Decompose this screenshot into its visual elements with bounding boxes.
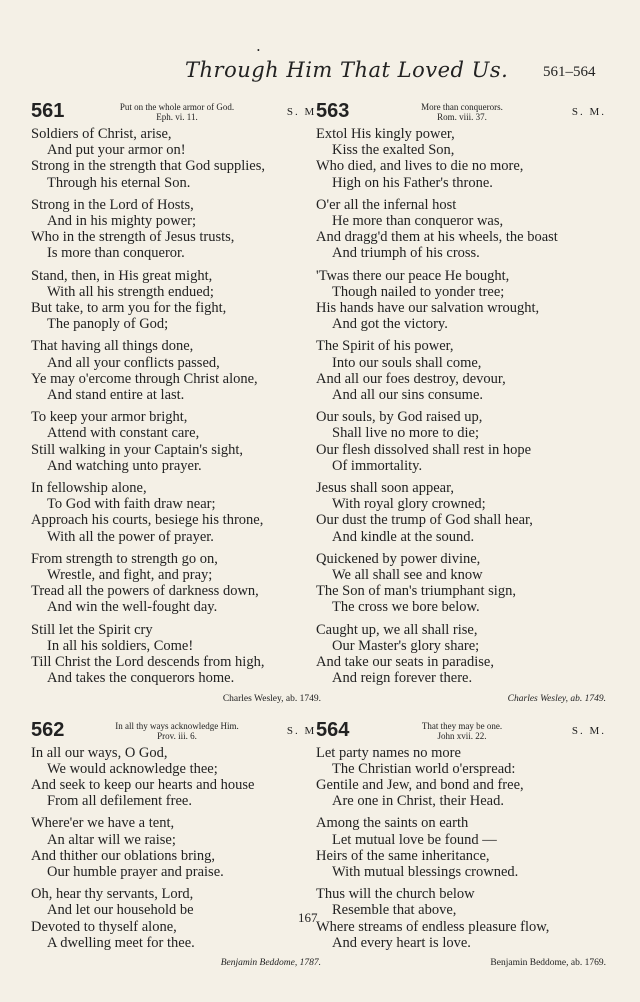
hymn-range: 561–564 xyxy=(543,64,596,80)
hymn-line: But take, to arm you for the fight, xyxy=(31,300,227,317)
hymn-line: Kiss the exalted Son, xyxy=(332,142,455,159)
hymn-line: O'er all the infernal host xyxy=(316,196,457,213)
hymn-line: Thus will the church below xyxy=(316,886,475,903)
hymn-line: 'Twas there our peace He bought, xyxy=(316,267,510,284)
hymn-line: The panoply of God; xyxy=(47,316,169,333)
hymn-scripture-ref: Eph. vi. 11. xyxy=(156,112,198,122)
hymn-number: 563 xyxy=(316,100,350,122)
hymn-line: And thither our oblations bring, xyxy=(31,847,216,864)
hymn-line: And all our sins consume. xyxy=(332,387,484,404)
stanza xyxy=(316,622,606,687)
hymn-line: Caught up, we all shall rise, xyxy=(316,621,478,638)
stanza xyxy=(316,886,606,951)
hymn-line: Are one in Christ, their Head. xyxy=(332,793,504,810)
hymn-line: To God with faith draw near; xyxy=(47,496,216,513)
hymn-line: With mutual blessings crowned. xyxy=(332,863,519,880)
hymn-line: Strong in the Lord of Hosts, xyxy=(31,196,194,213)
hymn-line: Into our souls shall come, xyxy=(332,354,482,371)
hymn-line: Through his eternal Son. xyxy=(47,174,191,191)
hymn-text-title: That they may be one. xyxy=(421,720,503,731)
hymn-line: From strength to strength go on, xyxy=(31,550,218,567)
hymn-line: Gentile and Jew, and bond and free, xyxy=(316,776,524,793)
hymn-meter: S. M. xyxy=(286,106,321,118)
hymn-scripture-ref: Rom. viii. 37. xyxy=(437,112,487,122)
hymn-line: A dwelling meet for thee. xyxy=(47,934,195,951)
hymn-line: The Christian world o'erspread: xyxy=(332,760,516,777)
hymn-line: Resemble that above, xyxy=(332,902,457,919)
hymn-line: That having all things done, xyxy=(31,338,194,355)
hymn-line: Tread all the powers of darkness down, xyxy=(31,583,259,600)
hymn xyxy=(316,100,606,705)
top-ornament: • xyxy=(257,46,260,55)
stanza xyxy=(316,409,606,474)
hymn-meter: S. M. xyxy=(571,724,606,737)
page-number: 167 xyxy=(298,910,318,925)
hymn-line: And watching unto prayer. xyxy=(47,457,202,474)
hymn-line: Ye may o'ercome through Christ alone, xyxy=(31,370,258,387)
hymn-line: And in his mighty power; xyxy=(47,213,197,230)
hymn-number: 562 xyxy=(31,718,65,741)
hymn-line: And all our foes destroy, devour, xyxy=(316,370,506,387)
hymn-line: An altar will we raise; xyxy=(47,831,176,848)
hymn-line: And take our seats in paradise, xyxy=(316,654,494,671)
hymn-text-title: More than conquerors. xyxy=(421,102,503,112)
stanza xyxy=(316,338,606,403)
hymn xyxy=(31,719,321,969)
running-head xyxy=(0,58,640,88)
hymn-line: Where'er we have a tent, xyxy=(31,815,175,832)
stanza xyxy=(31,886,321,951)
hymn-line: With all his strength endued; xyxy=(47,283,214,300)
stanza xyxy=(31,126,321,191)
stanza xyxy=(316,197,606,262)
hymn-line: Quickened by power divine, xyxy=(316,550,481,567)
hymn-author: Benjamin Beddome, 1787. xyxy=(220,957,321,968)
hymn-scripture-ref: John xvii. 22. xyxy=(437,730,487,741)
hymn-line: And put your armor on! xyxy=(47,142,186,159)
hymn-header xyxy=(31,100,321,124)
left-column xyxy=(31,100,321,969)
hymn-line: To keep your armor bright, xyxy=(31,409,188,426)
hymn-line: We would acknowledge thee; xyxy=(47,760,218,777)
right-column xyxy=(316,100,606,969)
hymn-number: 561 xyxy=(31,100,65,122)
hymn-meter: S. M. xyxy=(286,724,321,737)
hymn-line: High on his Father's throne. xyxy=(332,174,493,191)
hymn-line: The Son of man's triumphant sign, xyxy=(316,583,516,600)
stanza xyxy=(316,268,606,333)
hymn-line: And stand entire at last. xyxy=(47,387,185,404)
hymn-line: Among the saints on earth xyxy=(316,815,469,832)
hymn-meter: S. M. xyxy=(571,106,606,118)
hymn-header xyxy=(316,100,606,124)
hymn-line: Till Christ the Lord descends from high, xyxy=(31,654,265,671)
hymn xyxy=(31,100,321,705)
hymn-line: And takes the conquerors home. xyxy=(47,670,235,687)
hymn-line: And dragg'd them at his wheels, the boast xyxy=(316,229,558,246)
hymn-line: We all shall see and know xyxy=(332,567,483,584)
hymn-author: Charles Wesley, ab. 1749. xyxy=(507,693,606,704)
hymn-line: He more than conqueror was, xyxy=(332,213,504,230)
hymn-line: And got the victory. xyxy=(332,316,448,333)
hymn-line: From all defilement free. xyxy=(47,793,192,810)
hymn-line: And reign forever there. xyxy=(332,670,473,687)
stanza xyxy=(31,409,321,474)
hymn-line: Extol His kingly power, xyxy=(316,126,455,142)
stanza xyxy=(316,551,606,616)
stanza xyxy=(316,126,606,191)
hymn-line: And triumph of his cross. xyxy=(332,245,480,262)
hymn-line: Our dust the trump of God shall hear, xyxy=(316,512,533,529)
hymn-scripture xyxy=(87,719,267,741)
hymn-line: Still walking in your Captain's sight, xyxy=(31,441,244,458)
hymn-line: Our flesh dissolved shall rest in hope xyxy=(316,441,532,458)
hymn-line: Where streams of endless pleasure flow, xyxy=(316,918,550,935)
stanza xyxy=(31,197,321,262)
hymn-scripture xyxy=(87,100,267,122)
running-head-title: Through Him That Loved Us. xyxy=(185,58,509,82)
hymn-line: His hands have our salvation wrought, xyxy=(316,300,540,317)
hymn-line: Attend with constant care, xyxy=(47,425,200,442)
hymn-line: Oh, hear thy servants, Lord, xyxy=(31,886,194,903)
stanza xyxy=(316,815,606,880)
hymn-line: And all your conflicts passed, xyxy=(47,354,220,371)
hymn-line: Approach his courts, besiege his throne, xyxy=(31,512,264,529)
stanza xyxy=(31,480,321,545)
hymn-line: Strong in the strength that God supplies, xyxy=(31,158,265,175)
hymn-line: Though nailed to yonder tree; xyxy=(332,283,505,300)
hymn-text-title: Put on the whole armor of God. xyxy=(119,102,235,112)
hymn-author: Charles Wesley, ab. 1749. xyxy=(222,693,321,704)
hymn-text-title: In all thy ways acknowledge Him. xyxy=(115,720,239,731)
hymn-line: Still let the Spirit cry xyxy=(31,621,153,638)
hymn-author: Benjamin Beddome, ab. 1769. xyxy=(490,957,606,968)
hymn-line: And every heart is love. xyxy=(332,934,471,951)
stanza xyxy=(31,268,321,333)
hymn-line: Our souls, by God raised up, xyxy=(316,409,483,426)
hymn-line: Who in the strength of Jesus trusts, xyxy=(31,229,235,246)
hymn-line: In all his soldiers, Come! xyxy=(47,637,194,654)
hymn-line: Let mutual love be found — xyxy=(332,831,497,848)
hymn-line: With all the power of prayer. xyxy=(47,528,214,545)
hymn-line: Wrestle, and fight, and pray; xyxy=(47,567,213,584)
hymn xyxy=(316,719,606,969)
hymn-line: With royal glory crowned; xyxy=(332,496,486,513)
stanza xyxy=(316,480,606,545)
stanza xyxy=(31,815,321,880)
hymn-line: Of immortality. xyxy=(332,457,423,474)
hymn-line: And seek to keep our hearts and house xyxy=(31,776,255,793)
hymn-header xyxy=(316,719,606,743)
hymn-line: Jesus shall soon appear, xyxy=(316,480,454,497)
hymn-line: And let our household be xyxy=(47,902,194,919)
hymn-line: Devoted to thyself alone, xyxy=(31,918,177,935)
hymn-line: In all our ways, O God, xyxy=(31,744,168,761)
hymn-line: Shall live no more to die; xyxy=(332,425,479,442)
hymn-scripture-ref: Prov. iii. 6. xyxy=(157,730,197,741)
stanza xyxy=(31,338,321,403)
hymn-line: The cross we bore below. xyxy=(332,599,480,616)
hymn-line: Stand, then, in His great might, xyxy=(31,267,213,284)
hymn-scripture xyxy=(372,100,552,122)
hymn-line: Our humble prayer and praise. xyxy=(47,863,224,880)
hymn-line: Our Master's glory share; xyxy=(332,637,480,654)
hymn-line: Heirs of the same inheritance, xyxy=(316,847,490,864)
stanza xyxy=(31,551,321,616)
hymn-line: Soldiers of Christ, arise, xyxy=(31,126,172,142)
hymn-line: Let party names no more xyxy=(316,744,461,761)
hymn-line: In fellowship alone, xyxy=(31,480,147,497)
stanza xyxy=(316,745,606,810)
hymn-scripture xyxy=(372,719,552,741)
hymn-line: And win the well-fought day. xyxy=(47,599,218,616)
stanza xyxy=(31,622,321,687)
stanza xyxy=(31,745,321,810)
hymn-line: And kindle at the sound. xyxy=(332,528,475,545)
hymn-number: 564 xyxy=(316,718,350,741)
hymn-line: Is more than conqueror. xyxy=(47,245,185,262)
hymn-header xyxy=(31,719,321,743)
hymn-line: The Spirit of his power, xyxy=(316,338,454,355)
hymn-line: Who died, and lives to die no more, xyxy=(316,158,524,175)
